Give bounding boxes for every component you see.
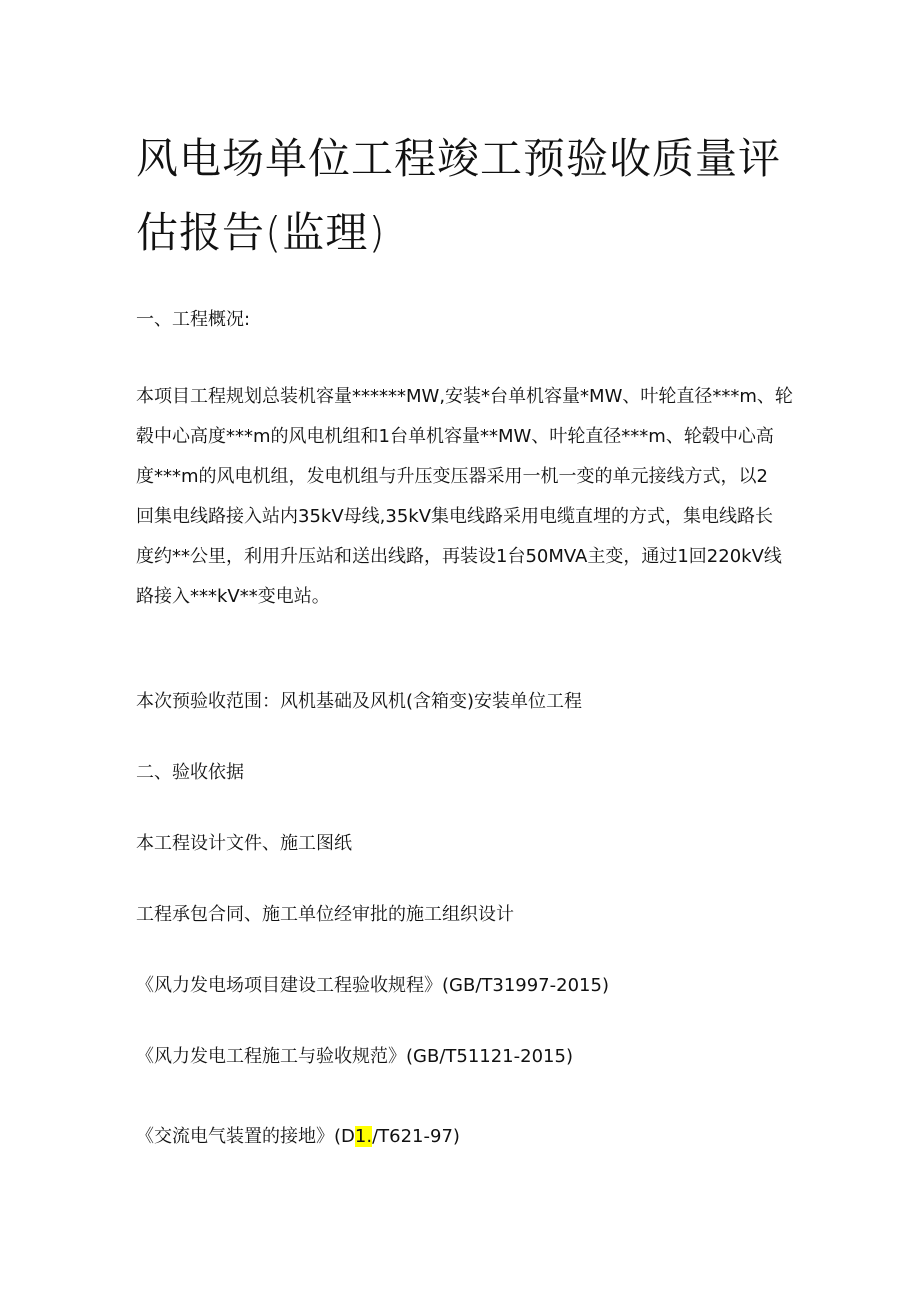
overview-paragraph xyxy=(136,377,796,617)
basis-item-2: 工程承包合同、施工单位经审批的施工组织设计 xyxy=(136,904,514,925)
overview-line-2: 毂中心高度***m的风电机组和1台单机容量**MW、叶轮直径***m、轮毂中心高 xyxy=(136,426,774,447)
overview-line-4: 回集电线路接入站内35kV母线,35kV集电线路采用电缆直埋的方式，集电线路长 xyxy=(136,506,774,527)
overview-line-6: 路接入***kV**变电站。 xyxy=(136,586,330,607)
highlighted-text: 1. xyxy=(354,1126,373,1147)
overview-line-3: 度***m的风电机组，发电机组与升压变压器采用一机一变的单元接线方式，以2 xyxy=(136,466,768,487)
section2-heading: 二、验收依据 xyxy=(136,762,244,783)
basis-item-5-prefix: 《交流电气装置的接地》(D xyxy=(136,1126,355,1147)
scope-paragraph: 本次预验收范围：风机基础及风机(含箱变)安装单位工程 xyxy=(136,691,583,712)
basis-item-5-suffix: /T621-97) xyxy=(372,1126,460,1147)
overview-line-1: 本项目工程规划总装机容量******MW,安装*台单机容量*MW、叶轮直径***m、轮 xyxy=(136,386,793,407)
basis-item-3: 《风力发电场项目建设工程验收规程》(GB/T31997-2015) xyxy=(136,975,609,996)
overview-line-5: 度约**公里，利用升压站和送出线路，再装设1台50MVA主变，通过1回220kV线 xyxy=(136,546,782,567)
basis-item-1: 本工程设计文件、施工图纸 xyxy=(136,833,352,854)
document-title: 风电场单位工程竣工预验收质量评估报告(监理) xyxy=(136,134,782,257)
basis-item-4: 《风力发电工程施工与验收规范》(GB/T51121-2015) xyxy=(136,1046,573,1067)
basis-item-5 xyxy=(136,1126,460,1148)
section1-heading: 一、工程概况: xyxy=(136,309,251,330)
